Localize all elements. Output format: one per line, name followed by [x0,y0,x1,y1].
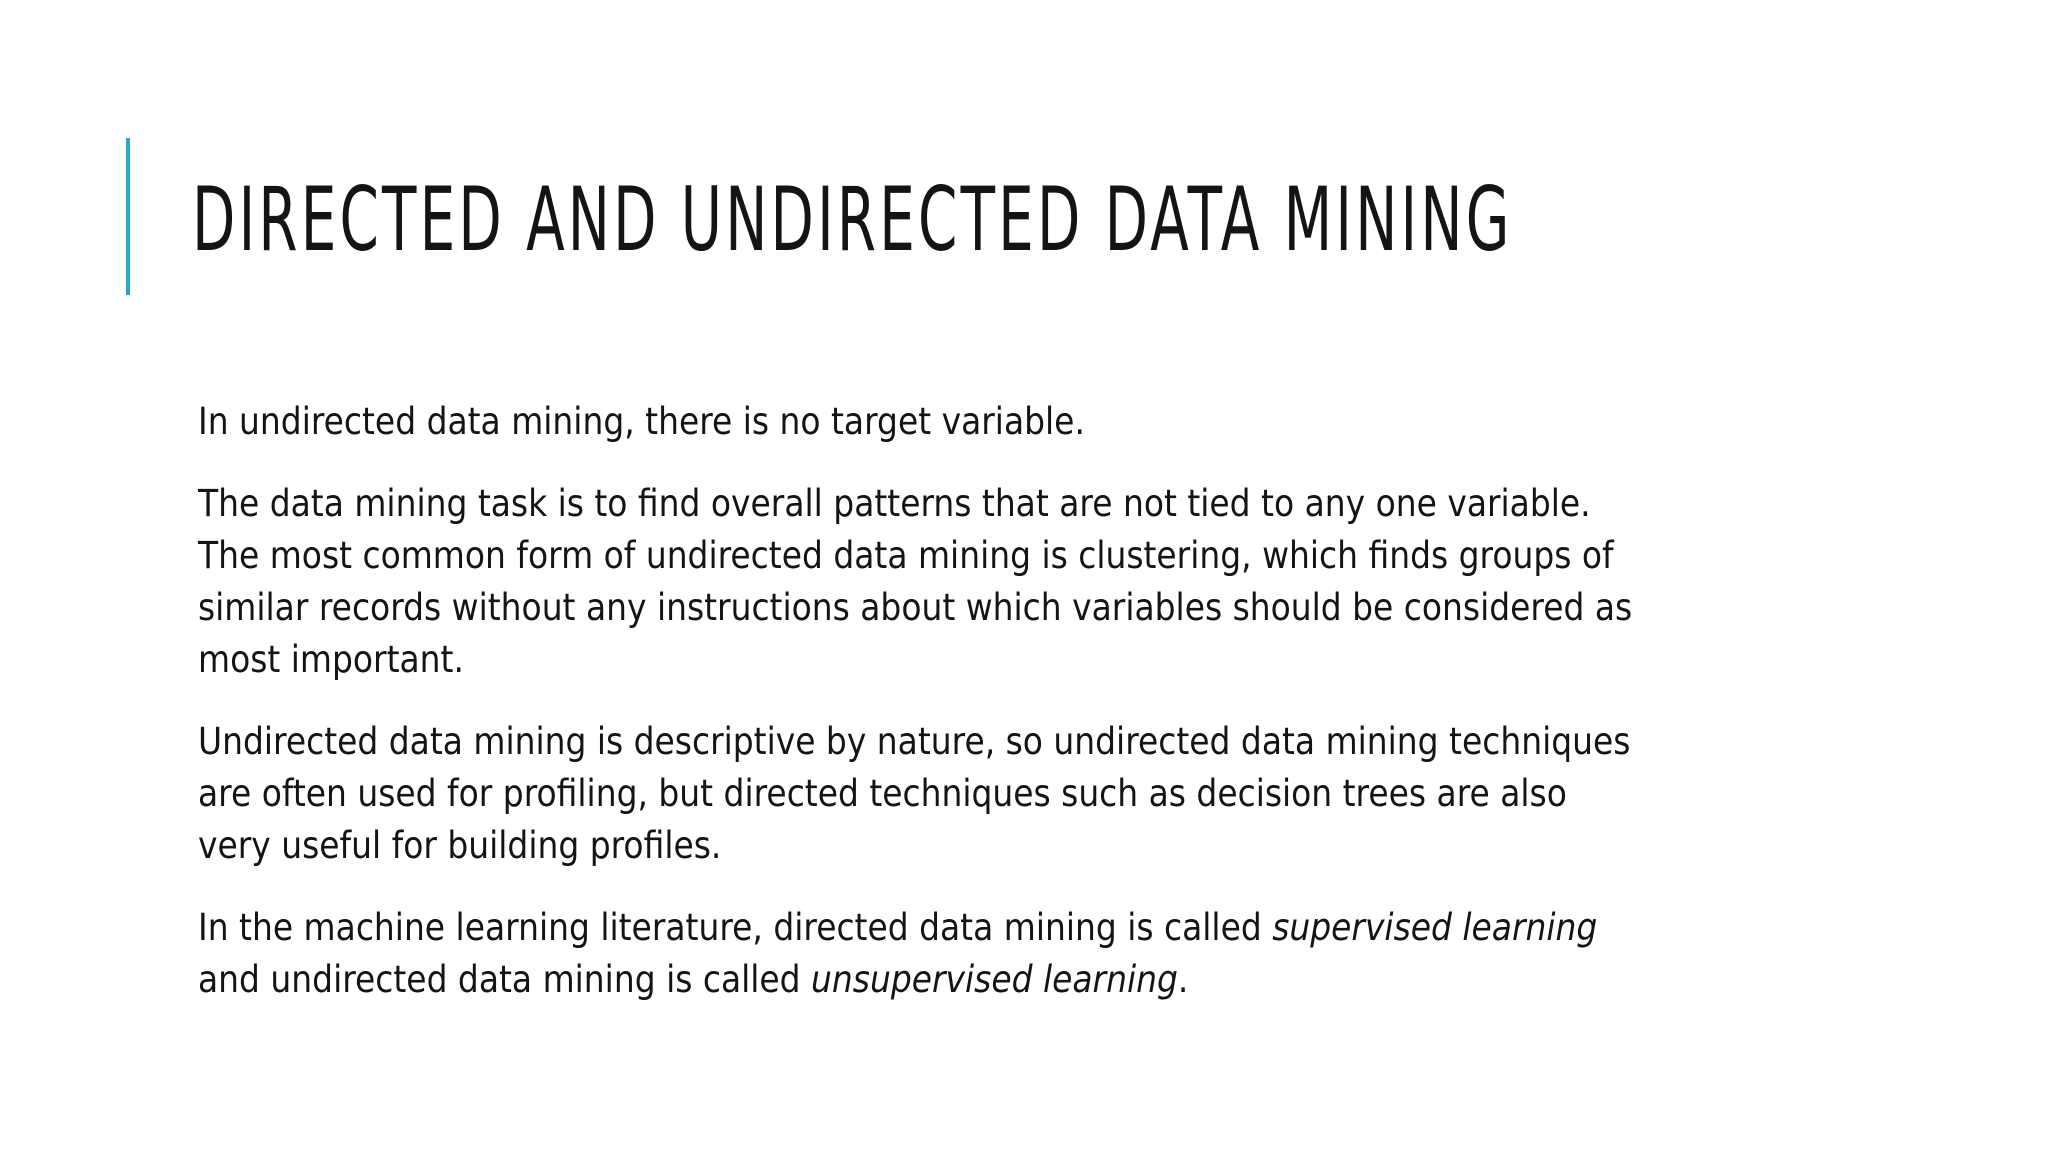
paragraph-line: In undirected data mining, there is no target variable. [198,400,1085,443]
title-accent-bar [126,138,130,295]
paragraph-line: most important. [198,638,464,681]
text-run: . [1177,958,1189,1001]
paragraph-line: similar records without any instructions about which variables should be considered as [198,586,1633,629]
paragraph-line: The most common form of undirected data mining is clustering, which finds groups of [198,534,1614,577]
paragraph-2 [198,478,1658,686]
slide-title: DIRECTED AND UNDIRECTED DATA MINING [192,168,1513,271]
slide-body [198,396,1838,1036]
term-unsupervised-learning: unsupervised learning [811,958,1178,1001]
text-run: and undirected data mining is called [198,958,812,1001]
text-run: In the machine learning literature, directed data mining is called [198,906,1273,949]
paragraph-line: are often used for profiling, but directed techniques such as decision trees are also [198,772,1567,815]
paragraph-3 [198,716,1658,872]
term-supervised-learning: supervised learning [1272,906,1598,949]
paragraph-line [198,902,1658,954]
paragraph-1 [198,396,1658,448]
paragraph-line: very useful for building profiles. [198,824,722,867]
paragraph-line: Undirected data mining is descriptive by nature, so undirected data mining techniques [198,720,1631,763]
paragraph-line: The data mining task is to find overall patterns that are not tied to any one variable. [198,482,1591,525]
paragraph-line [198,954,1658,1006]
paragraph-4 [198,902,1658,1006]
